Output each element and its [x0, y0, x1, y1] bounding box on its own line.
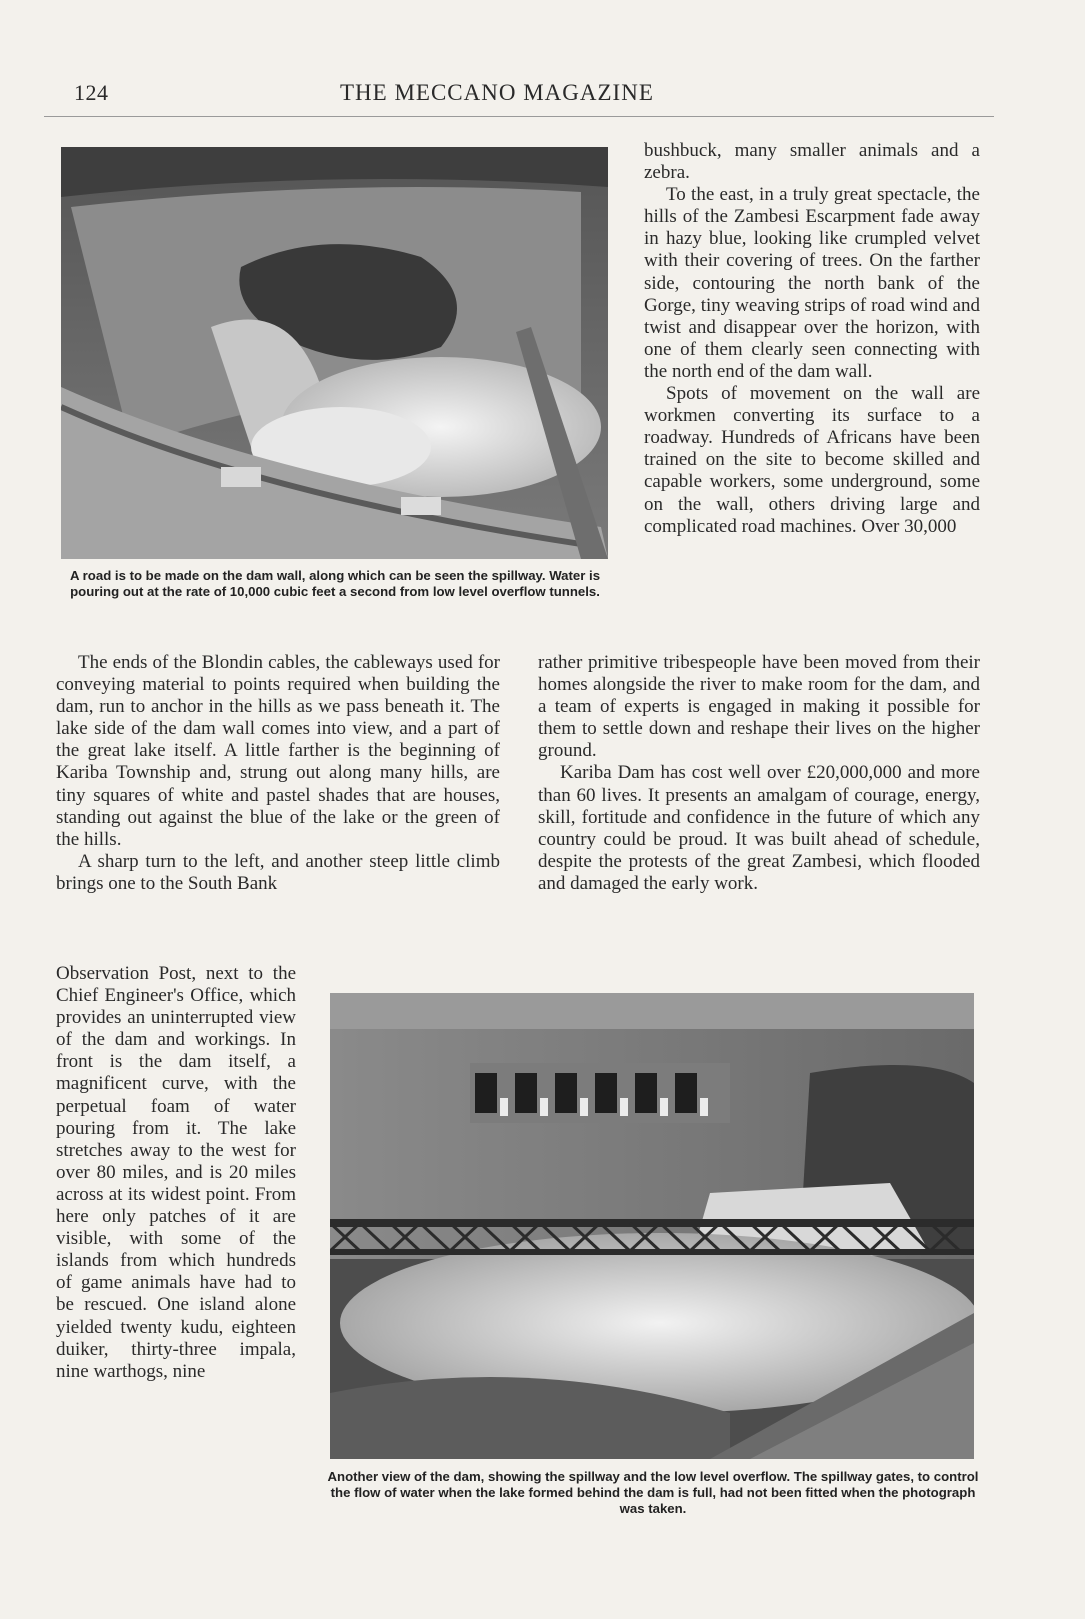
- top-photo-caption: A road is to be made on the dam wall, along which can be seen the spillway. Water is pouring out at the rate of 10,000 cubic feet a second from low level overflow tunnels.: [69, 568, 601, 599]
- right-column-top: [644, 140, 980, 538]
- paragraph: Kariba Dam has cost well over £20,000,000 and more than 60 lives. It presents an amalgam of courage, energy, skill, fortitude and confidence in the future of which any country could be proud. It was built ahead of schedule, despite the protests of the great Zambesi, which flooded and damaged the early work.: [538, 762, 980, 894]
- bottom-photo-caption: Another view of the dam, showing the spillway and the low level overflow. The spillway gates, to control the flow of water when the lake formed behind the dam is full, had not been fitted when the photograph was taken.: [327, 1469, 979, 1516]
- paragraph: rather primitive tribespeople have been moved from their homes alongside the river to make room for the dam, and a team of experts is engaged in making it possible for them to settle down and reshape their lives on the higher ground.: [538, 652, 980, 762]
- paragraph: bushbuck, many smaller animals and a zebra.: [644, 140, 980, 184]
- paragraph: A sharp turn to the left, and another steep little climb brings one to the South Bank: [56, 850, 500, 894]
- dam-bridge-photo: [330, 993, 974, 1459]
- paragraph: Observation Post, next to the Chief Engineer's Office, which provides an uninterrupted view of the dam and workings. In front is the dam itself, a magnificent curve, with the perpetual foam of water pouring from it. The lake stretches away to the west for over 80 miles, and is 20 miles across at its widest point. From here only patches of it are visible, with some of the islands from which hundreds of game animals have had to be rescued. One island alone yielded twenty kudu, eighteen duiker, thirty-three impala, nine warthogs, nine: [56, 963, 296, 1382]
- magazine-title: THE MECCANO MAGAZINE: [340, 80, 654, 105]
- paragraph: The ends of the Blondin cables, the cableways used for conveying material to points required when building the dam, run to anchor in the hills as we pass beneath it. The lake side of the dam wall comes into view, and a part of the great lake itself. A little farther is the beginning of Kariba Township and, strung out along many hills, are tiny squares of white and pastel shades that are houses, standing out against the blue of the lake or the green of the hills.: [56, 652, 500, 850]
- right-column-middle: [538, 652, 980, 895]
- paragraph: To the east, in a truly great spectacle, the hills of the Zambesi Escarpment fade away in hazy blue, looking like crumpled velvet with their covering of trees. On the farther side, contouring the north bank of the Gorge, tiny weaving strips of road wind and twist and disappear over the horizon, with one of them clearly seen connecting with the north end of the dam wall.: [644, 184, 980, 382]
- page-number: 124: [74, 80, 109, 105]
- left-column-bottom: [56, 963, 296, 1383]
- header-rule: [44, 116, 994, 117]
- left-column-middle: [56, 652, 500, 895]
- dam-spillway-photo: [61, 147, 608, 559]
- paragraph: Spots of movement on the wall are workmen converting its surface to a roadway. Hundreds of Africans have been trained on the site to become skilled and capable workers, some underground, some on the wall, others driving large and complicated road machines. Over 30,000: [644, 383, 980, 537]
